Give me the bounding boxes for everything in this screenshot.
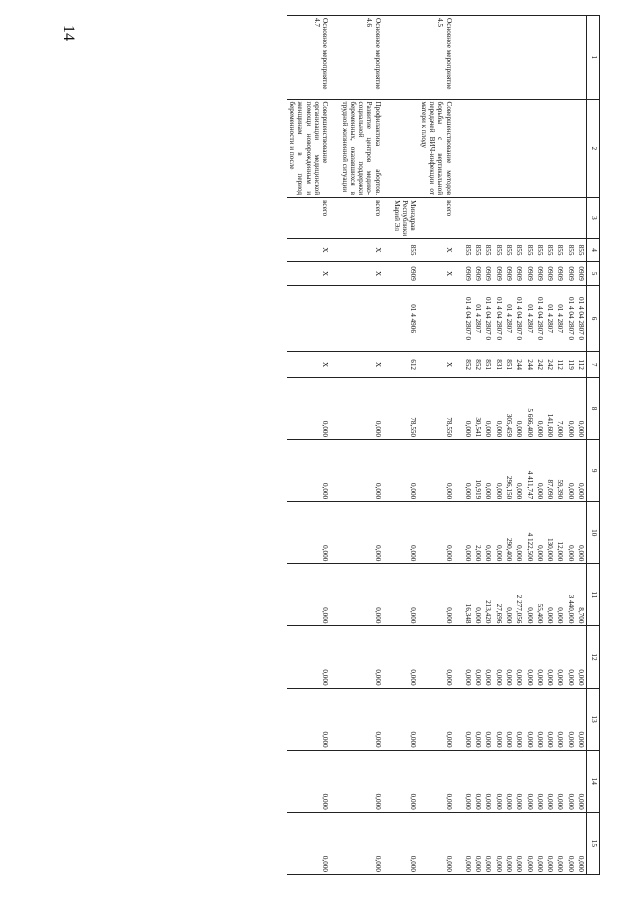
table-cell: 0,000 xyxy=(493,502,503,564)
column-header: 2 xyxy=(587,99,600,198)
table-cell: 0,000 xyxy=(419,564,454,626)
table-cell: 78,550 xyxy=(419,377,454,439)
table-cell: 0,000 xyxy=(565,688,575,750)
event-label: Основное мероприятие 4.6 xyxy=(339,16,382,100)
table-cell: 0,000 xyxy=(392,564,419,626)
column-header: 4 xyxy=(587,238,600,262)
table-cell xyxy=(504,198,514,239)
column-header: 15 xyxy=(587,812,600,874)
table-cell: 0909 xyxy=(463,262,473,286)
table-cell: 01 4 04 2807 0 xyxy=(493,285,503,351)
table-cell: 0,000 xyxy=(565,626,575,688)
table-cell: 01 4 2807 xyxy=(555,285,565,351)
table-cell: 0,000 xyxy=(392,812,419,874)
table-cell xyxy=(535,16,545,100)
table-cell: 0,000 xyxy=(555,688,565,750)
table-row xyxy=(514,16,524,875)
table-row xyxy=(535,16,545,875)
table-cell: 0909 xyxy=(524,262,534,286)
table-cell: 0,000 xyxy=(514,626,524,688)
table-cell: 0,000 xyxy=(287,688,330,750)
table-cell: 59,390 xyxy=(555,440,565,502)
table-cell: 12,000 xyxy=(555,502,565,564)
table-cell xyxy=(545,198,555,239)
table-row xyxy=(419,16,454,875)
table-cell: 0,000 xyxy=(339,502,382,564)
table-cell: 130,000 xyxy=(545,502,555,564)
table-cell: 0,000 xyxy=(576,688,587,750)
table-cell: X xyxy=(339,352,382,378)
page-number: 14 xyxy=(60,25,77,41)
table-cell xyxy=(463,99,473,198)
table-cell: 0,000 xyxy=(524,812,534,874)
table-cell: 0,000 xyxy=(339,688,382,750)
table-cell: 0,000 xyxy=(483,688,493,750)
table-cell: 0,000 xyxy=(339,812,382,874)
table-cell xyxy=(514,198,524,239)
table-row xyxy=(493,16,503,875)
table-cell: 0,000 xyxy=(287,750,330,812)
table-cell: 0909 xyxy=(555,262,565,286)
table-cell: 244 xyxy=(524,352,534,378)
column-header: 6 xyxy=(587,285,600,351)
table-cell: 305,459 xyxy=(504,377,514,439)
table-cell: 0,000 xyxy=(555,812,565,874)
table-cell xyxy=(473,99,483,198)
table-cell xyxy=(392,16,419,100)
table-cell: 01 4 4906 xyxy=(392,285,419,351)
table-cell xyxy=(287,285,330,351)
table-cell: 119 xyxy=(565,352,575,378)
table-cell: X xyxy=(419,238,454,262)
table-cell: 855 xyxy=(493,238,503,262)
table-cell: 0,000 xyxy=(535,377,545,439)
table-cell: 0,000 xyxy=(419,626,454,688)
table-cell: 01 4 04 2807 0 xyxy=(576,285,587,351)
table-cell: всего xyxy=(287,198,330,239)
table-cell: 855 xyxy=(524,238,534,262)
table-cell xyxy=(576,16,587,100)
table-cell: 0,000 xyxy=(483,626,493,688)
table-cell xyxy=(524,198,534,239)
table-cell: 5 666,400 xyxy=(524,377,534,439)
table-cell: 0,000 xyxy=(555,750,565,812)
table-cell: 0,000 xyxy=(565,377,575,439)
table-cell: 0909 xyxy=(504,262,514,286)
table-cell: 0,000 xyxy=(524,626,534,688)
table-cell: 112 xyxy=(555,352,565,378)
table-cell xyxy=(555,99,565,198)
table-row xyxy=(463,16,473,875)
table-cell: 0,000 xyxy=(483,502,493,564)
table-cell: 0,000 xyxy=(535,750,545,812)
table-cell: 612 xyxy=(392,352,419,378)
table-cell: 30,541 xyxy=(473,377,483,439)
table-cell: 0,000 xyxy=(535,502,545,564)
table-cell: 0,000 xyxy=(565,750,575,812)
table-cell: 0,000 xyxy=(514,440,524,502)
table-cell: 0,000 xyxy=(576,750,587,812)
table-cell xyxy=(514,99,524,198)
table-cell: 0,000 xyxy=(339,626,382,688)
table-row xyxy=(473,16,483,875)
table-cell: 0,000 xyxy=(514,377,524,439)
table-cell: 0,000 xyxy=(287,812,330,874)
table-cell: 0,000 xyxy=(565,502,575,564)
table-cell xyxy=(463,16,473,100)
column-header: 5 xyxy=(587,262,600,286)
table-cell: 01 4 2807 xyxy=(524,285,534,351)
table-cell: 0,000 xyxy=(419,688,454,750)
table-cell: 0,000 xyxy=(483,750,493,812)
table-cell: 27,696 xyxy=(493,564,503,626)
spacer-row xyxy=(383,16,392,875)
table-cell: 242 xyxy=(535,352,545,378)
table-cell: 0,000 xyxy=(463,377,473,439)
table-cell: 244 xyxy=(514,352,524,378)
column-header: 8 xyxy=(587,377,600,439)
table-cell: 0,000 xyxy=(287,564,330,626)
table-cell: 01 4 04 2807 0 xyxy=(535,285,545,351)
table-cell: 0909 xyxy=(576,262,587,286)
table-cell: 141,600 xyxy=(545,377,555,439)
table-cell: 2,000 xyxy=(473,502,483,564)
event-description: Профилактика абортов. Развитие центров медико-социальной поддержки беременных, оказавшихся в трудной жизненной ситуации xyxy=(339,99,382,198)
table-cell xyxy=(504,99,514,198)
table-cell: 855 xyxy=(576,238,587,262)
table-cell: 0,000 xyxy=(339,750,382,812)
table-cell: 0,000 xyxy=(287,502,330,564)
table-row xyxy=(576,16,587,875)
table-cell: 0,000 xyxy=(545,688,555,750)
table-cell: 0,000 xyxy=(555,564,565,626)
table-cell xyxy=(483,16,493,100)
table-cell: 8,700 xyxy=(576,564,587,626)
table-cell: 0,000 xyxy=(545,750,555,812)
table-cell: 0,000 xyxy=(504,688,514,750)
table-row xyxy=(524,16,534,875)
table-cell: 78,550 xyxy=(392,377,419,439)
table-cell: 01 4 04 2807 0 xyxy=(514,285,524,351)
table-cell: 0909 xyxy=(392,262,419,286)
table-cell: 855 xyxy=(514,238,524,262)
table-cell: 112 xyxy=(576,352,587,378)
table-cell: 0,000 xyxy=(545,812,555,874)
table-cell: 0,000 xyxy=(419,750,454,812)
column-header: 10 xyxy=(587,502,600,564)
table-cell: 0,000 xyxy=(339,564,382,626)
table-cell: 855 xyxy=(545,238,555,262)
table-cell: всего xyxy=(339,198,382,239)
table-cell: 0909 xyxy=(565,262,575,286)
table-cell: X xyxy=(339,238,382,262)
table-cell: 0,000 xyxy=(504,812,514,874)
table-cell xyxy=(483,198,493,239)
table-cell: 0,000 xyxy=(504,564,514,626)
table-cell: 0,000 xyxy=(524,750,534,812)
event-description: Совершенствование методов борьбы с вертикальной передачей ВИЧ-инфекции от матери к плоду xyxy=(419,99,454,198)
table-cell: 0,000 xyxy=(565,812,575,874)
table-cell: 0,000 xyxy=(493,812,503,874)
column-header: 11 xyxy=(587,564,600,626)
table-row xyxy=(392,16,419,875)
table-cell: X xyxy=(419,262,454,286)
table-cell xyxy=(473,16,483,100)
table-cell xyxy=(576,198,587,239)
column-header: 1 xyxy=(587,16,600,100)
table-cell: 0,000 xyxy=(576,626,587,688)
table-cell xyxy=(524,16,534,100)
table-cell xyxy=(555,198,565,239)
table-cell: 0909 xyxy=(545,262,555,286)
table-cell: 851 xyxy=(504,352,514,378)
table-cell xyxy=(392,99,419,198)
table-cell: 0,000 xyxy=(392,440,419,502)
table-cell: всего xyxy=(419,198,454,239)
column-header: 12 xyxy=(587,626,600,688)
table-cell: 01 4 2807 xyxy=(473,285,483,351)
table-cell: 0,000 xyxy=(463,688,473,750)
table-cell: 0,000 xyxy=(339,440,382,502)
table-cell: 0,000 xyxy=(419,502,454,564)
table-cell xyxy=(524,99,534,198)
table-cell: 855 xyxy=(473,238,483,262)
table-cell: 0,000 xyxy=(483,812,493,874)
table-cell xyxy=(576,99,587,198)
table-cell: 855 xyxy=(463,238,473,262)
table-row xyxy=(555,16,565,875)
table-cell: 2 277,056 xyxy=(514,564,524,626)
table-cell: 0,000 xyxy=(493,688,503,750)
table-cell xyxy=(493,99,503,198)
table-cell: 0909 xyxy=(473,262,483,286)
table-cell: 0,000 xyxy=(287,377,330,439)
table-cell xyxy=(473,198,483,239)
table-cell: 01 4 2807 xyxy=(504,285,514,351)
table-cell xyxy=(555,16,565,100)
column-header: 14 xyxy=(587,750,600,812)
table-cell xyxy=(493,16,503,100)
table-cell: 0,000 xyxy=(504,626,514,688)
table-cell xyxy=(483,99,493,198)
table-cell: 0,000 xyxy=(473,564,483,626)
spacer-row xyxy=(454,16,463,875)
table-cell: 0909 xyxy=(535,262,545,286)
table-cell: 10,919 xyxy=(473,440,483,502)
table-cell: 0909 xyxy=(514,262,524,286)
table-cell xyxy=(565,99,575,198)
table-cell xyxy=(535,198,545,239)
table-cell: 0,000 xyxy=(535,688,545,750)
table-cell: X xyxy=(287,238,330,262)
table-cell xyxy=(514,16,524,100)
table-cell: 0,000 xyxy=(504,750,514,812)
table-cell: 0,000 xyxy=(545,626,555,688)
table-cell: X xyxy=(287,262,330,286)
table-cell xyxy=(545,99,555,198)
table-cell: 0,000 xyxy=(463,750,473,812)
table-cell: 87,090 xyxy=(545,440,555,502)
table-cell: 0,000 xyxy=(473,626,483,688)
table-cell: 0909 xyxy=(493,262,503,286)
table-cell: 4 411,747 xyxy=(524,440,534,502)
table-cell: 0,000 xyxy=(473,688,483,750)
table-cell: 852 xyxy=(463,352,473,378)
event-label: Основное мероприятие 4.5 xyxy=(419,16,454,100)
table-row xyxy=(287,16,330,875)
table-cell xyxy=(565,16,575,100)
table-cell: 01 4 04 2807 0 xyxy=(565,285,575,351)
table-cell: X xyxy=(419,352,454,378)
table-cell: 0,000 xyxy=(483,377,493,439)
table-cell: 855 xyxy=(392,238,419,262)
table-cell: 01 4 04 2807 0 xyxy=(483,285,493,351)
table-cell: 0,000 xyxy=(524,564,534,626)
table-cell: 0,000 xyxy=(463,626,473,688)
table-row xyxy=(565,16,575,875)
column-header: 3 xyxy=(587,198,600,239)
table-cell: 855 xyxy=(565,238,575,262)
table-cell: 0,000 xyxy=(392,626,419,688)
table-cell xyxy=(419,285,454,351)
header-row xyxy=(587,16,600,875)
table-cell: 0,000 xyxy=(493,440,503,502)
table-cell: 0,000 xyxy=(419,440,454,502)
table-cell: 855 xyxy=(504,238,514,262)
table-cell: 0,000 xyxy=(463,440,473,502)
table-cell: 290,400 xyxy=(504,502,514,564)
table-cell: 0,000 xyxy=(483,440,493,502)
table-row xyxy=(545,16,555,875)
table-cell: 0,000 xyxy=(392,502,419,564)
table-cell: 0909 xyxy=(483,262,493,286)
table-cell: 831 xyxy=(493,352,503,378)
table-cell: 0,000 xyxy=(535,812,545,874)
spacer-row xyxy=(330,16,339,875)
column-header: 9 xyxy=(587,440,600,502)
table-cell: 0,000 xyxy=(392,688,419,750)
table-row xyxy=(483,16,493,875)
table-cell: 855 xyxy=(555,238,565,262)
table-cell: 3 440,000 xyxy=(565,564,575,626)
table-cell: 55,400 xyxy=(535,564,545,626)
table-cell: 0,000 xyxy=(524,688,534,750)
table-cell: 0,000 xyxy=(576,377,587,439)
table-row xyxy=(339,16,382,875)
table-cell: 0,000 xyxy=(514,750,524,812)
table-cell: 855 xyxy=(535,238,545,262)
table-cell: 0,000 xyxy=(565,440,575,502)
table-cell: 0,000 xyxy=(339,377,382,439)
table-cell: 0,000 xyxy=(287,626,330,688)
table-cell: 4 122,500 xyxy=(524,502,534,564)
table-cell: 0,000 xyxy=(514,688,524,750)
table-cell: X xyxy=(287,352,330,378)
table-cell: 851 xyxy=(483,352,493,378)
table-cell: 0,000 xyxy=(555,626,565,688)
table-cell: 852 xyxy=(473,352,483,378)
budget-table xyxy=(287,15,600,875)
table-cell: 213,420 xyxy=(483,564,493,626)
table-cell xyxy=(545,16,555,100)
table-cell: 01 4 04 2807 0 xyxy=(463,285,473,351)
table-cell: 0,000 xyxy=(576,812,587,874)
table-cell: 01 4 2807 xyxy=(545,285,555,351)
table-cell: 0,000 xyxy=(473,750,483,812)
column-header: 13 xyxy=(587,688,600,750)
table-cell: 0,000 xyxy=(493,750,503,812)
table-cell: 0,000 xyxy=(463,812,473,874)
table-cell xyxy=(493,198,503,239)
table-cell: 16,348 xyxy=(463,564,473,626)
table-cell: 855 xyxy=(483,238,493,262)
table-cell xyxy=(504,16,514,100)
table-cell xyxy=(339,285,382,351)
event-description: Совершенствование организации медицинской помощи новорожденным и женщинам в период беременности и после xyxy=(287,99,330,198)
table-cell: 0,000 xyxy=(514,502,524,564)
table-cell: 0,000 xyxy=(535,626,545,688)
table-cell: 7,000 xyxy=(555,377,565,439)
table-cell: 0,000 xyxy=(287,440,330,502)
budget-table-container xyxy=(100,15,600,875)
table-cell: 0,000 xyxy=(576,502,587,564)
table-cell: X xyxy=(339,262,382,286)
table-body xyxy=(287,16,587,875)
event-label: Основное мероприятие 4.7 xyxy=(287,16,330,100)
table-cell: 0,000 xyxy=(392,750,419,812)
table-row xyxy=(504,16,514,875)
table-cell: 0,000 xyxy=(493,377,503,439)
table-cell: 0,000 xyxy=(535,440,545,502)
table-cell: 0,000 xyxy=(493,626,503,688)
table-cell: 0,000 xyxy=(473,812,483,874)
table-cell: 0,000 xyxy=(545,564,555,626)
table-cell: 0,000 xyxy=(576,440,587,502)
table-cell: 296,150 xyxy=(504,440,514,502)
table-cell: 0,000 xyxy=(514,812,524,874)
table-cell: 242 xyxy=(545,352,555,378)
table-cell: 0,000 xyxy=(463,502,473,564)
table-cell xyxy=(463,198,473,239)
column-header: 7 xyxy=(587,352,600,378)
table-cell: Минздрав Республики Марий Эл xyxy=(392,198,419,239)
table-cell xyxy=(565,198,575,239)
table-cell xyxy=(535,99,545,198)
table-cell: 0,000 xyxy=(419,812,454,874)
